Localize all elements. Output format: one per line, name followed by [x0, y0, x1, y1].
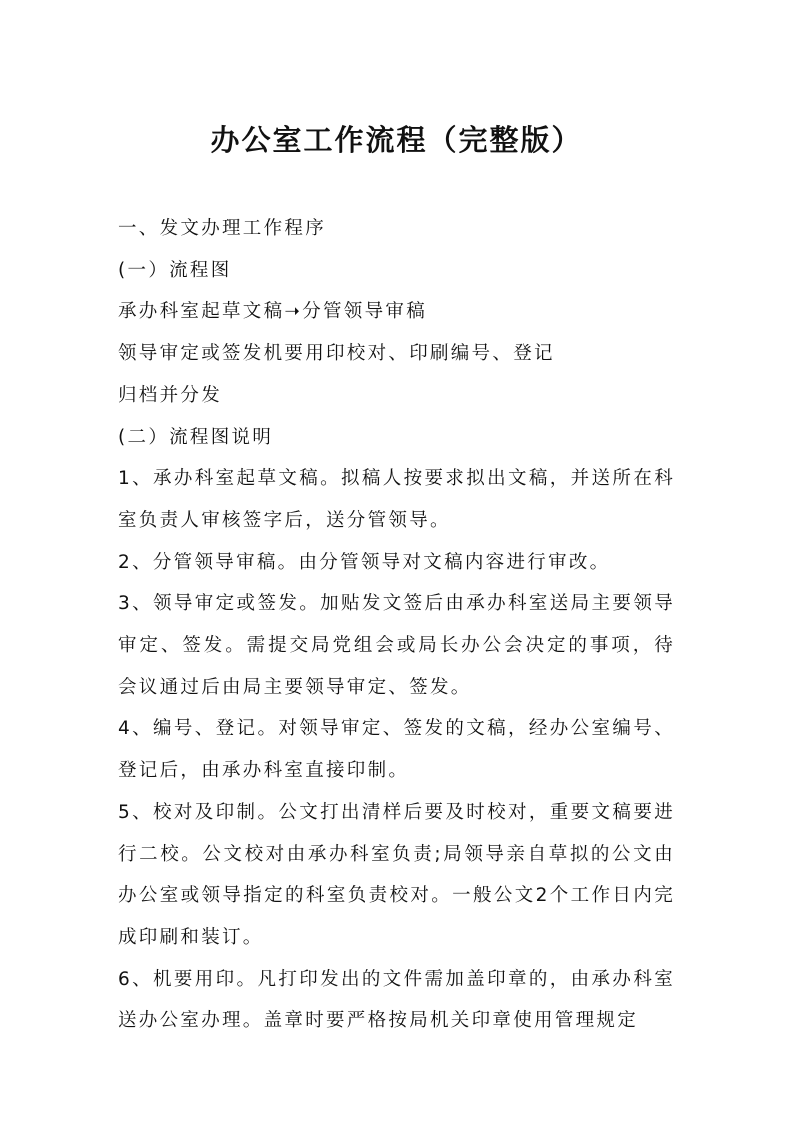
step-paragraph: 2、分管领导审稿。由分管领导对文稿内容进行审改。: [118, 551, 611, 573]
flow-line: 领导审定或签发机要用印校对、印刷编号、登记: [118, 343, 555, 365]
subsection-heading-explanation: (二）流程图说明: [118, 426, 274, 448]
section-heading: 一、发文办理工作程序: [118, 218, 327, 239]
step-paragraph: 6、机要用印。凡打印发出的文件需加盖印章的，由承办科室送办公室办理。盖章时要严格按局机关印章使用管理规定: [118, 968, 675, 1032]
step-paragraph: 1、承办科室起草文稿。拟稿人按要求拟出文稿，并送所在科室负责人审核签字后，送分管领导。: [118, 468, 675, 531]
document-title: 办公室工作流程（完整版）: [210, 123, 583, 157]
step-paragraph: 3、领导审定或签发。加贴发文签后由承办科室送局主要领导审定、签发。需提交局党组会或局长办公会决定的事项，待会议通过后由局主要领导审定、签发。: [118, 593, 675, 698]
flow-line: 承办科室起草文稿➝分管领导审稿: [118, 301, 428, 323]
step-paragraph: 5、校对及印制。公文打出清样后要及时校对，重要文稿要进行二校。公文校对由承办科室负责;局领导亲自草拟的公文由办公室或领导指定的科室负责校对。一般公文2个工作日内完成印刷和装订。: [118, 801, 675, 948]
step-paragraph: 4、编号、登记。对领导审定、签发的文稿，经办公室编号、登记后，由承办科室直接印制。: [118, 718, 675, 782]
subsection-heading-flowchart: (一）流程图: [118, 259, 232, 281]
flow-line: 归档并分发: [118, 384, 223, 406]
